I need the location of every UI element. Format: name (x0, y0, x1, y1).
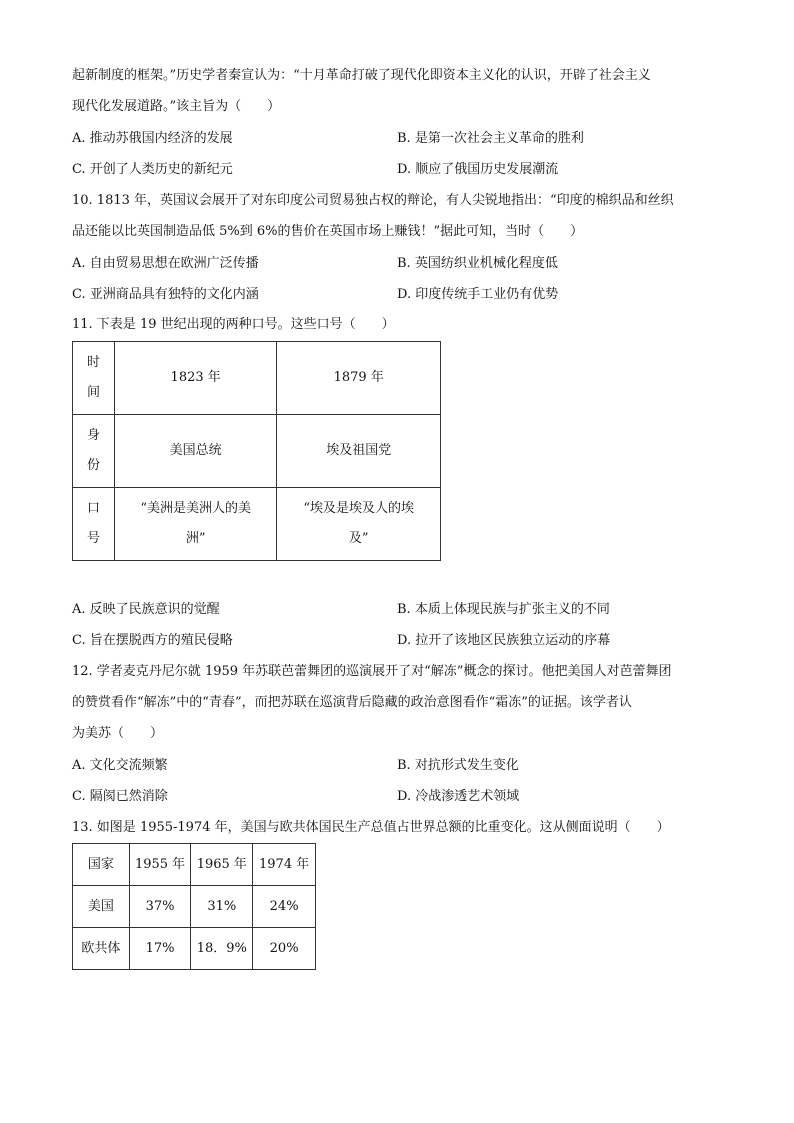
table-cell: 1879 年 (277, 342, 441, 415)
cell-text: 洲” (185, 531, 206, 546)
q10-option-a[interactable]: A. 自由贸易思想在欧洲广泛传播 (72, 256, 259, 271)
q9-stem-line-2: 现代化发展道路。”该主旨为（ ） (72, 99, 281, 114)
table-cell (277, 488, 441, 561)
row-header-text: 时 (86, 355, 100, 370)
row-header-text: 口 (86, 501, 100, 516)
table-cell: 18．9% (191, 928, 253, 970)
table-cell: 20% (253, 928, 316, 970)
q11-option-b[interactable]: B. 本质上体现民族与扩张主义的不同 (397, 602, 610, 617)
q10-stem-line-1: 10. 1813 年，英国议会展开了对东印度公司贸易独占权的辩论，有人尖锐地指出：“印度的棉织品和丝织 (72, 193, 674, 208)
row-header-text: 份 (86, 458, 100, 473)
q12-option-a[interactable]: A. 文化交流频繁 (72, 758, 168, 773)
q11-option-a[interactable]: A. 反映了民族意识的觉醒 (72, 602, 220, 617)
row-header-time (73, 342, 115, 415)
table-row (73, 415, 441, 488)
q9-option-d[interactable]: D. 顺应了俄国历史发展潮流 (397, 162, 559, 177)
table-cell: 美国总统 (114, 415, 277, 488)
cell-text: “美洲是美洲人的美 (140, 501, 251, 516)
q13-stem: 13. 如图是 1955-1974 年，美国与欧共体国民生产总值占世界总额的比重变化。这从侧面说明（ ） (72, 820, 670, 835)
q9-option-c[interactable]: C. 开创了人类历史的新纪元 (72, 162, 233, 177)
table-cell: 17% (129, 928, 191, 970)
q10-option-c[interactable]: C. 亚洲商品具有独特的文化内涵 (72, 287, 259, 302)
table-row (73, 886, 316, 928)
table-cell: 1823 年 (114, 342, 277, 415)
table-cell: 24% (253, 886, 316, 928)
column-header: 1974 年 (253, 844, 316, 886)
row-header-text: 间 (86, 385, 100, 400)
q9-option-b[interactable]: B. 是第一次社会主义革命的胜利 (397, 131, 584, 146)
row-label: 欧共体 (73, 928, 130, 970)
table-cell: 31% (191, 886, 253, 928)
column-header: 1965 年 (191, 844, 253, 886)
gdp-share-table (72, 843, 316, 970)
q11-stem: 11. 下表是 19 世纪出现的两种口号。这些口号（ ） (72, 317, 395, 332)
q11-option-d[interactable]: D. 拉开了该地区民族独立运动的序幕 (397, 633, 611, 648)
column-header: 1955 年 (129, 844, 191, 886)
q12-stem-line-2: 的赞赏看作“解冻”中的“青春”，而把苏联在巡演背后隐藏的政治意图看作“霜冻”的证据。该学者认 (72, 695, 632, 710)
q10-option-b[interactable]: B. 英国纺织业机械化程度低 (397, 256, 558, 271)
row-header-identity (73, 415, 115, 488)
row-label: 美国 (73, 886, 130, 928)
row-header-text: 身 (86, 428, 100, 443)
table-row (73, 488, 441, 561)
q9-stem-line-1: 起新制度的框架。”历史学者秦宣认为：“十月革命打破了现代化即资本主义化的认识，开辟了社会主义 (72, 68, 651, 83)
q12-option-b[interactable]: B. 对抗形式发生变化 (397, 758, 519, 773)
table-cell: 37% (129, 886, 191, 928)
slogan-table (72, 341, 441, 561)
q12-option-d[interactable]: D. 冷战渗透艺术领域 (397, 789, 520, 804)
row-header-text: 号 (86, 531, 100, 546)
table-header-row (73, 844, 316, 886)
table-cell (114, 488, 277, 561)
q12-stem-line-1: 12. 学者麦克丹尼尔就 1959 年苏联芭蕾舞团的巡演展开了对“解冻”概念的探讨。他把美国人对芭蕾舞团 (72, 664, 672, 679)
cell-text: “埃及是埃及人的埃 (303, 501, 415, 516)
column-header: 国家 (73, 844, 130, 886)
q9-option-a[interactable]: A. 推动苏俄国内经济的发展 (72, 131, 233, 146)
cell-text: 及” (348, 531, 369, 546)
table-row (73, 928, 316, 970)
q12-option-c[interactable]: C. 隔阂已然消除 (72, 789, 168, 804)
table-row (73, 342, 441, 415)
q10-stem-line-2: 品还能以比英国制造品低 5%到 6%的售价在英国市场上赚钱！”据此可知，当时（ ） (72, 224, 584, 239)
row-header-slogan (73, 488, 115, 561)
q11-option-c[interactable]: C. 旨在摆脱西方的殖民侵略 (72, 633, 233, 648)
q10-option-d[interactable]: D. 印度传统手工业仍有优势 (397, 287, 559, 302)
q12-stem-line-3: 为美苏（ ） (72, 726, 164, 741)
table-cell: 埃及祖国党 (277, 415, 441, 488)
